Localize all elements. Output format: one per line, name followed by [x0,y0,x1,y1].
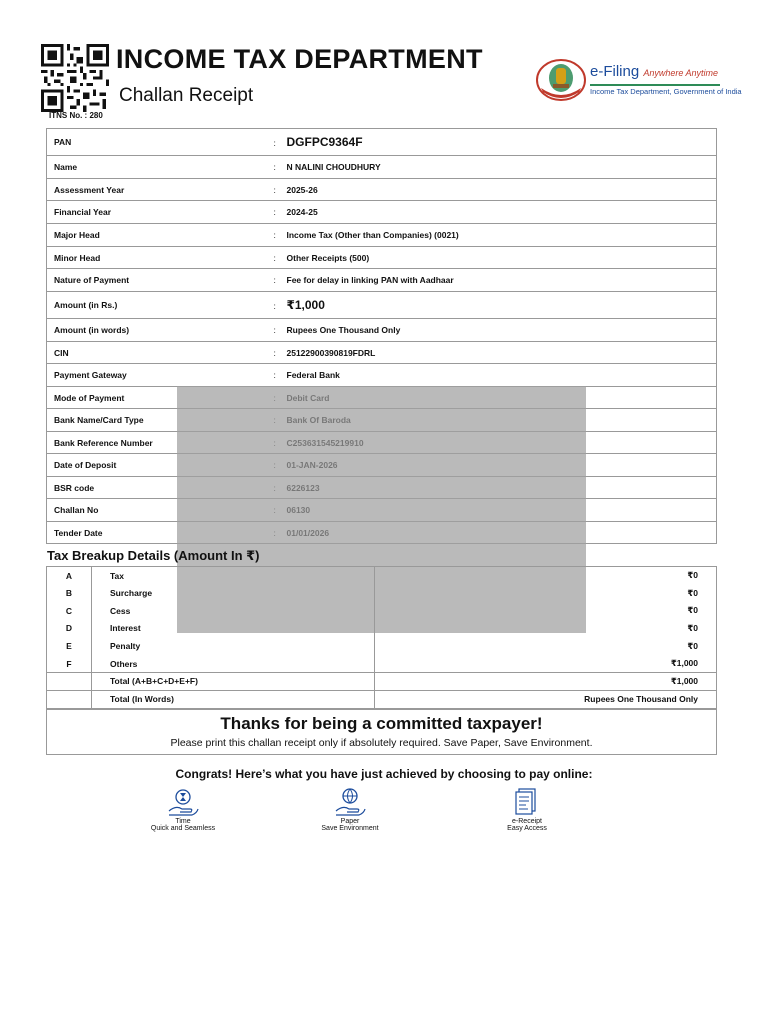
breakup-amount: ₹1,000 [375,655,717,673]
breakup-label: Interest [92,620,375,638]
details-value: Fee for delay in linking PAN with Aadhaar [286,275,454,285]
breakup-row [47,584,717,602]
benefit-paper-title: Paper [340,818,360,825]
page-title: INCOME TAX DEPARTMENT [116,44,483,74]
colon-separator: : [273,230,276,240]
details-label: PAN [47,129,274,156]
header [40,44,730,120]
details-row [47,179,717,201]
details-label: Assessment Year [47,179,274,201]
efiling-divider [590,84,720,86]
details-row [47,247,717,269]
tax-breakup-title: Tax Breakup Details (Amount In ₹) [47,548,260,563]
breakup-label: Penalty [92,637,375,655]
details-value: Rupees One Thousand Only [286,325,401,335]
efiling-subtitle: Income Tax Department, Government of India [590,87,742,96]
breakup-amount: ₹0 [375,637,717,655]
details-value-cell [274,269,717,292]
details-value-cell [274,364,717,387]
breakup-total-label: Total (A+B+C+D+E+F) [92,673,375,691]
benefit-time [133,787,233,832]
benefit-time-sub: Quick and Seamless [150,825,216,832]
details-label: Date of Deposit [47,454,274,477]
breakup-code [47,673,92,691]
breakup-row [47,602,717,620]
details-value: 25122900390819FDRL [286,347,376,358]
details-value: Income Tax (Other than Companies) (0021) [286,230,459,240]
breakup-total-words: Rupees One Thousand Only [375,690,717,708]
details-value-cell [274,292,717,319]
colon-separator: : [273,252,276,263]
details-label: Mode of Payment [47,387,274,409]
breakup-amount: ₹0 [375,602,717,620]
details-label: CIN [47,342,274,364]
itns-number: ITNS No. : 280 [49,111,103,120]
colon-separator: : [273,370,276,380]
benefit-ereceipt-sub: Easy Access [507,825,547,832]
benefit-ereceipt-title: e-Receipt [512,818,542,825]
qr-code-icon [40,44,110,112]
details-row [47,292,717,319]
details-label: BSR code [47,477,274,499]
details-value: ₹1,000 [286,298,325,312]
benefit-paper-sub: Save Environment [321,825,379,832]
efiling-title: e-Filing [590,63,640,80]
details-value-cell [274,224,717,247]
details-label: Challan No [47,499,274,522]
efiling-logo [590,63,718,80]
details-label: Major Head [47,224,274,247]
breakup-code: E [47,637,92,655]
breakup-code [47,690,92,708]
congrats-heading: Congrats! Here’s what you have just achieved by choosing to pay online: [175,767,593,781]
details-label: Financial Year [47,201,274,224]
details-value: Federal Bank [286,370,340,380]
thanks-title: Thanks for being a committed taxpayer! [220,714,543,733]
time-icon [166,787,200,817]
details-label: Name [47,156,274,179]
breakup-row [47,620,717,638]
globe-icon [333,787,367,817]
details-value: Other Receipts (500) [286,252,370,263]
breakup-code: A [47,567,92,585]
colon-separator: : [273,301,276,311]
breakup-code: B [47,584,92,602]
details-value-cell [274,319,717,342]
breakup-total-words-label: Total (In Words) [92,690,375,708]
colon-separator: : [273,207,276,217]
details-row [47,364,717,387]
details-value-cell [274,129,717,156]
details-label: Bank Reference Number [47,432,274,454]
colon-separator: : [273,162,276,172]
benefit-paper [300,787,400,832]
details-value: DGFPC9364F [286,135,363,149]
colon-separator: : [273,347,276,358]
details-value-cell [274,179,717,201]
breakup-code: F [47,655,92,673]
breakup-amount: ₹0 [375,620,717,638]
thanks-note: Please print this challan receipt only if absolutely required. Save Paper, Save Environment. [170,737,593,749]
breakup-total-row [47,673,717,691]
breakup-total-words-row [47,690,717,708]
details-label: Minor Head [47,247,274,269]
colon-separator: : [273,275,276,285]
thanks-box [46,709,717,755]
details-value-cell [274,247,717,269]
colon-separator: : [273,325,276,335]
details-label: Payment Gateway [47,364,274,387]
details-value-cell [274,342,717,364]
emblem-logo-icon [535,58,587,102]
breakup-label: Others [92,655,375,673]
breakup-total-amount: ₹1,000 [375,673,717,691]
details-value-cell [274,201,717,224]
details-value: 2024-25 [286,207,318,217]
details-row [47,224,717,247]
efiling-tagline: Anywhere Anytime [643,68,719,78]
details-label: Bank Name/Card Type [47,409,274,432]
breakup-row [47,637,717,655]
details-row [47,156,717,179]
colon-separator: : [273,184,276,195]
details-row [47,201,717,224]
breakup-amount: ₹0 [375,567,717,585]
breakup-code: C [47,602,92,620]
details-value-cell [274,156,717,179]
details-row [47,129,717,156]
breakup-code: D [47,620,92,638]
tax-breakup-table [46,566,717,709]
details-row [47,269,717,292]
details-row [47,319,717,342]
breakup-row [47,567,717,585]
details-label: Amount (in Rs.) [47,292,274,319]
breakup-label: Tax [92,567,375,585]
details-label: Nature of Payment [47,269,274,292]
breakup-label: Surcharge [92,584,375,602]
breakup-label: Cess [92,602,375,620]
details-value: N NALINI CHOUDHURY [286,162,381,172]
benefit-time-title: Time [175,818,191,825]
details-label: Tender Date [47,522,274,544]
benefit-ereceipt [477,787,577,832]
colon-separator: : [273,138,276,148]
receipt-icon [510,787,544,817]
breakup-amount: ₹0 [375,584,717,602]
breakup-row [47,655,717,673]
details-value: 2025-26 [286,184,318,195]
details-label: Amount (in words) [47,319,274,342]
details-row [47,342,717,364]
page-subtitle: Challan Receipt [119,85,254,106]
